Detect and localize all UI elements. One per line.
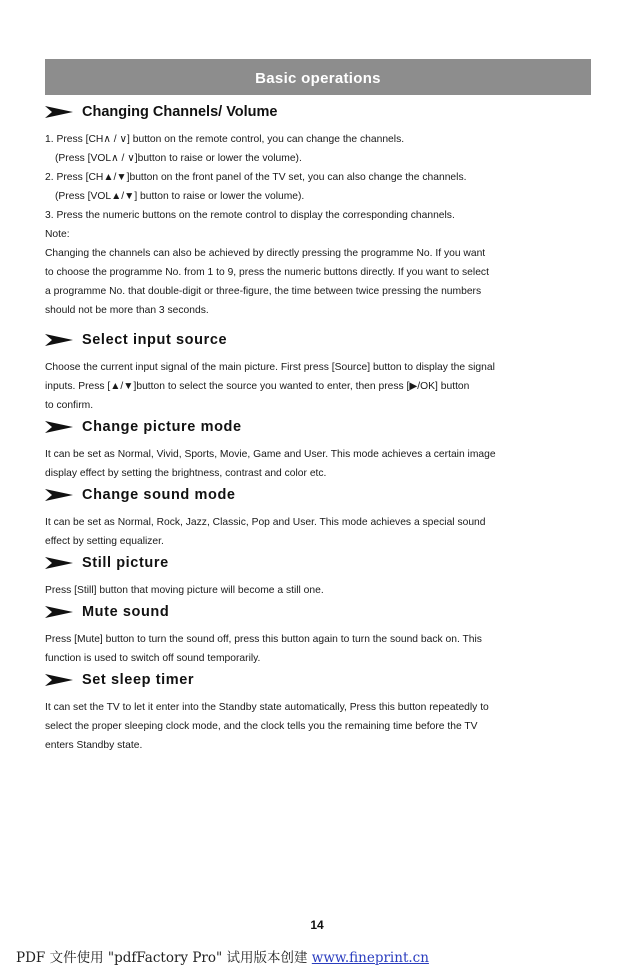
section-heading [45,604,593,620]
section-mute-sound [45,604,593,668]
section-banner [45,59,591,95]
page-content [45,104,593,755]
heading-text: Change sound mode [82,487,236,503]
section-body [45,513,593,551]
body-line: effect by setting equalizer. [45,536,164,547]
arrow-bullet-icon [45,106,73,118]
body-line: Note: [45,229,70,240]
section-heading [45,332,593,348]
section-body [45,630,593,668]
body-line: function is used to switch off sound temporarily. [45,653,261,664]
section-heading [45,419,593,435]
banner-title: Basic operations [255,70,381,87]
body-line: 1. Press [CH∧ / ∨] button on the remote control, you can change the channels. [45,134,405,145]
section-change-sound-mode [45,487,593,551]
body-line: select the proper sleeping clock mode, and the clock tells you the remaining time before the TV [45,721,478,732]
section-changing-channels [45,104,593,320]
section-body [45,130,593,320]
body-line: It can be set as Normal, Rock, Jazz, Classic, Pop and User. This mode achieves a special sound [45,517,486,528]
section-heading [45,487,593,503]
body-line: 3. Press the numeric buttons on the remote control to display the corresponding channels. [45,210,455,221]
body-line: to choose the programme No. from 1 to 9, press the numeric buttons directly. If you want to select [45,267,489,278]
page-number: 14 [310,918,324,932]
body-line: Press [Still] button that moving picture will become a still one. [45,585,324,596]
section-heading [45,104,593,120]
heading-text: Still picture [82,555,169,571]
arrow-bullet-icon [45,674,73,686]
body-line: inputs. Press [▲/▼]button to select the source you wanted to enter, then press [▶/OK] button [45,381,470,392]
body-line: to confirm. [45,400,94,411]
section-set-sleep-timer [45,672,593,755]
arrow-bullet-icon [45,489,73,501]
heading-text: Mute sound [82,604,170,620]
pdf-watermark-footer [16,946,616,966]
body-line: (Press [VOL∧ / ∨]button to raise or lower the volume). [55,153,302,164]
heading-text: Changing Channels/ Volume [82,104,278,120]
arrow-bullet-icon [45,606,73,618]
section-body [45,445,593,483]
footer-text: PDF 文件使用 "pdfFactory Pro" 试用版本创建 [16,950,312,966]
heading-text: Set sleep timer [82,672,195,688]
body-line: Press [Mute] button to turn the sound off, press this button again to turn the sound back on. This [45,634,482,645]
footer-link[interactable]: www.fineprint.cn [311,950,429,966]
body-line: Choose the current input signal of the main picture. First press [Source] button to display the signal [45,362,495,373]
body-line: It can be set as Normal, Vivid, Sports, Movie, Game and User. This mode achieves a certain image [45,449,496,460]
section-body [45,358,593,415]
body-line: a programme No. that double-digit or three-figure, the time between twice pressing the numbers [45,286,482,297]
arrow-bullet-icon [45,334,73,346]
section-select-input-source [45,332,593,415]
section-heading [45,672,593,688]
section-body [45,698,593,755]
section-body [45,581,593,600]
section-heading [45,555,593,571]
arrow-bullet-icon [45,421,73,433]
body-line: enters Standby state. [45,740,143,751]
body-line: (Press [VOL▲/▼] button to raise or lower the volume). [55,191,305,202]
heading-text: Change picture mode [82,419,242,435]
body-line: It can set the TV to let it enter into the Standby state automatically, Press this button repeatedly to [45,702,489,713]
arrow-bullet-icon [45,557,73,569]
heading-text: Select input source [82,332,228,348]
body-line: display effect by setting the brightness, contrast and color etc. [45,468,327,479]
section-change-picture-mode [45,419,593,483]
section-still-picture [45,555,593,600]
body-line: should not be more than 3 seconds. [45,305,209,316]
body-line: Changing the channels can also be achieved by directly pressing the programme No. If you want [45,248,486,259]
body-line: 2. Press [CH▲/▼]button on the front panel of the TV set, you can also change the channels. [45,172,467,183]
